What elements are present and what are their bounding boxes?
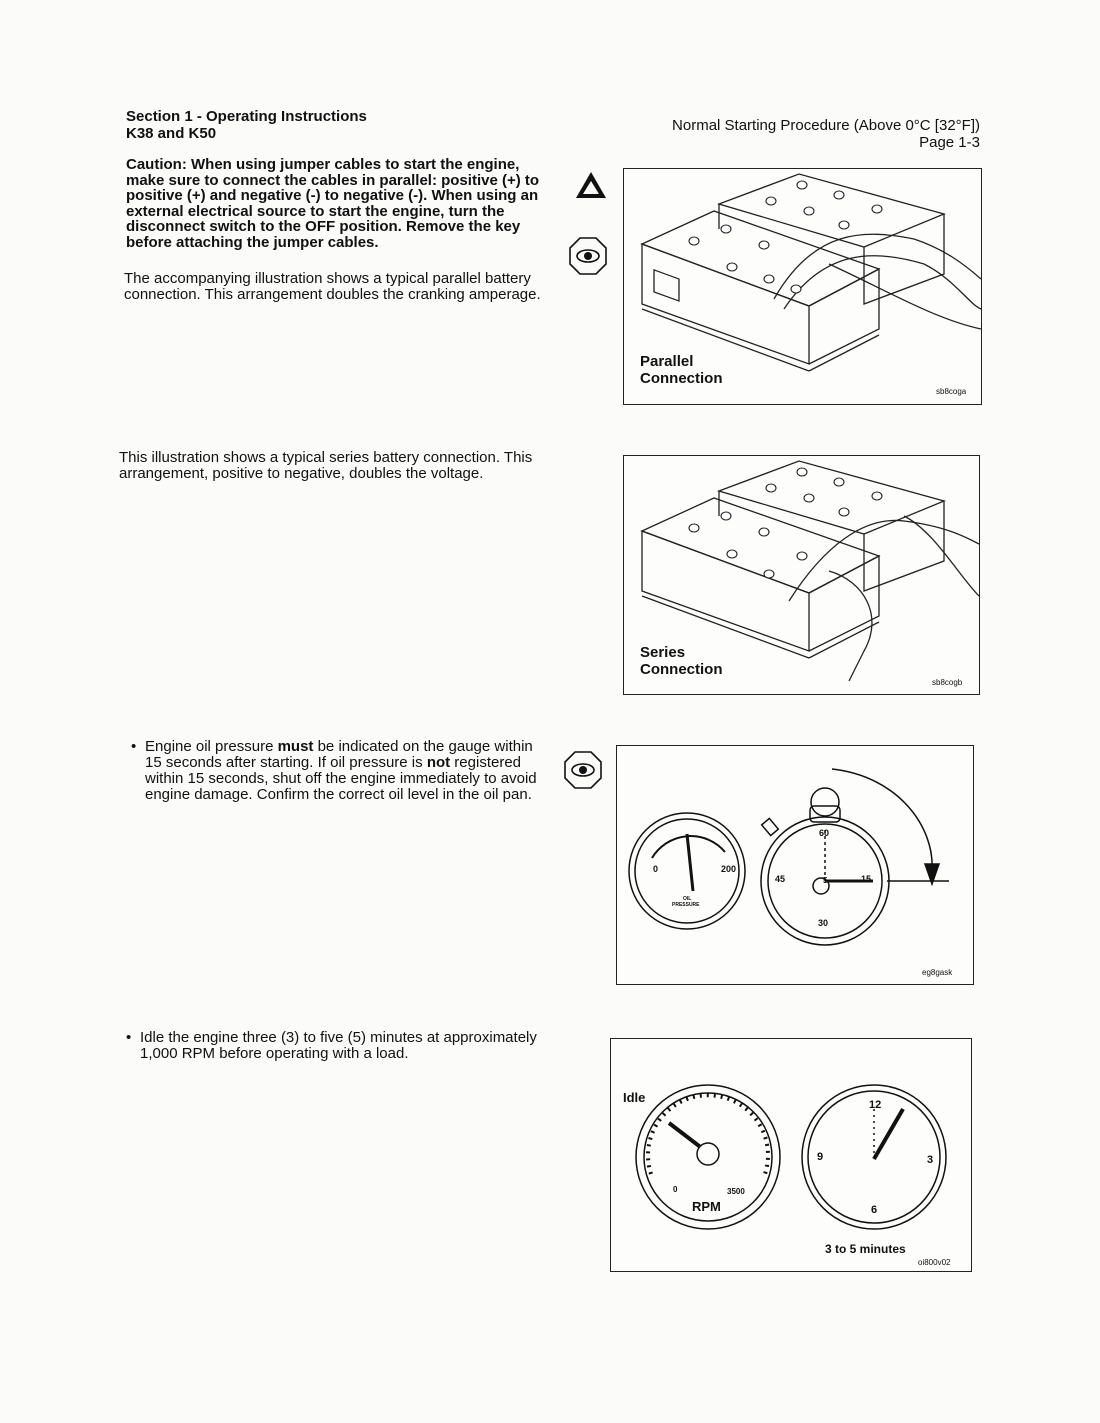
idle-label: Idle xyxy=(623,1090,646,1105)
figure-code: sb8coga xyxy=(936,387,967,396)
watch-mark-60: 60 xyxy=(819,828,830,838)
clock-9: 9 xyxy=(817,1151,824,1163)
tach-min: 0 xyxy=(673,1185,678,1194)
caution-block xyxy=(126,157,554,250)
figure-label: Series Connection xyxy=(640,644,723,678)
warning-triangle-icon xyxy=(574,170,608,200)
watch-mark-30: 30 xyxy=(818,918,829,928)
watch-mark-15: 15 xyxy=(861,874,872,884)
gauge-label: OIL xyxy=(683,896,692,902)
section-header xyxy=(126,108,367,142)
bullet-idle: • Idle the engine three (3) to five (5) minutes at approximately 1,000 RPM before operating with a load. xyxy=(126,1029,537,1062)
clock-6: 6 xyxy=(871,1204,878,1216)
parallel-description: The accompanying illustration shows a typical parallel battery connection. This arrangement doubles the cranking amperage. xyxy=(124,270,541,303)
figure-oil-pressure xyxy=(616,745,974,985)
page-header xyxy=(600,117,980,151)
gauge-min: 0 xyxy=(653,864,659,874)
watch-mark-5: 5 xyxy=(823,876,828,885)
engine-models: K38 and K50 xyxy=(126,125,217,142)
procedure-title: Normal Starting Procedure (Above 0°C [32°F]) xyxy=(672,117,980,134)
page-number: Page 1-3 xyxy=(919,134,980,151)
gauge-max: 200 xyxy=(721,864,737,874)
bullet-oil-pressure: • Engine oil pressure must be indicated on the gauge within 15 seconds after starting. If oil pressure is not registered within 15 seconds, shut off the engine immediately to avoid engine damage. Confirm the correct oil level in the oil pan. xyxy=(131,738,537,803)
bullet-dot: • xyxy=(126,1029,132,1046)
caution-label: Caution: xyxy=(126,156,187,173)
bullet-dot: • xyxy=(131,738,137,755)
figure-parallel-connection xyxy=(623,168,982,405)
figure-label: Parallel Connection xyxy=(640,353,723,387)
tach-unit: RPM xyxy=(692,1199,721,1214)
oil-gauge-stopwatch-illustration xyxy=(617,746,973,984)
figure-idle xyxy=(610,1038,972,1272)
figure-code: sb8cogb xyxy=(932,678,963,687)
series-description: This illustration shows a typical series battery connection. This arrangement, positive to negative, doubles the voltage. xyxy=(119,449,533,482)
clock-3: 3 xyxy=(927,1154,934,1166)
section-title: Section 1 - Operating Instructions xyxy=(126,108,367,125)
figure-code: oi800v02 xyxy=(918,1258,951,1267)
eye-icon xyxy=(563,750,603,790)
gauge-label: PRESSURE xyxy=(672,902,700,908)
caution-text: When using jumper cables to start the engine, make sure to connect the cables in parallel: positive (+) to positive (+) and negative (-) to negative (-). When using an external electrical source to start the engine, turn the disconnect switch to the OFF position. Remove the key before attaching the jumper cables. xyxy=(126,156,540,251)
clock-12: 12 xyxy=(869,1099,882,1111)
tachometer-clock-illustration xyxy=(611,1039,971,1271)
watch-mark-45: 45 xyxy=(775,874,786,884)
figure-caption: 3 to 5 minutes xyxy=(825,1242,906,1256)
figure-code: eg8gask xyxy=(922,968,953,977)
figure-series-connection xyxy=(623,455,980,695)
tach-max: 3500 xyxy=(727,1187,745,1196)
eye-icon xyxy=(568,236,608,276)
